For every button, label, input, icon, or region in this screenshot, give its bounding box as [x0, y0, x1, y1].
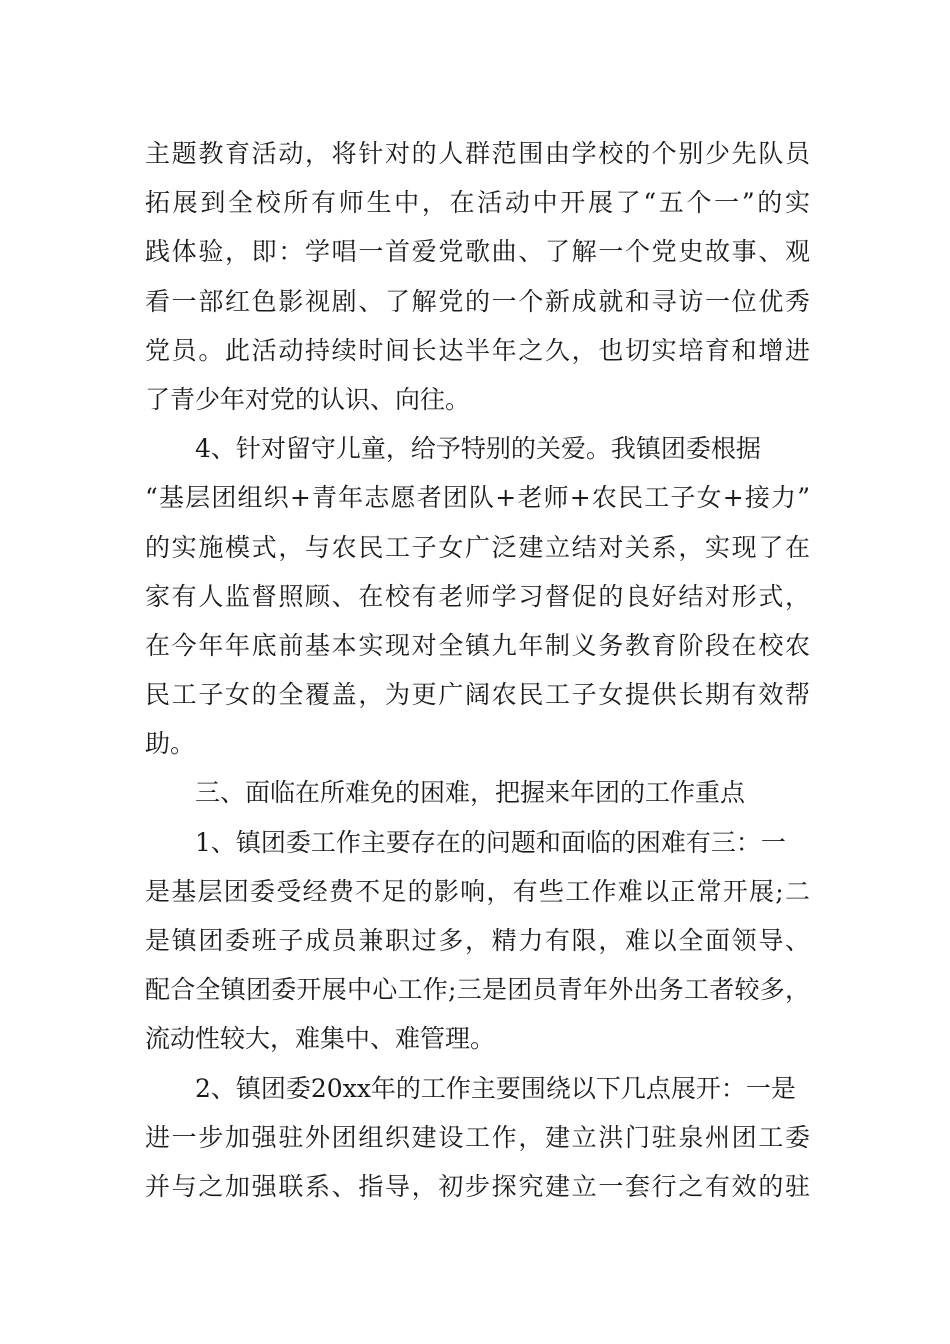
text-line: 了青少年对党的认识、向往。 — [145, 384, 471, 414]
text-line: 党员。此活动持续时间长达半年之久，也切实培育和增进 — [145, 335, 810, 365]
text-line: 2、镇团委20xx年的工作主要围绕以下几点展开：一是 — [195, 1073, 796, 1103]
text-line: 并与之加强联系、指导，初步探究建立一套行之有效的驻 — [145, 1171, 810, 1201]
text-line: 是基层团委受经费不足的影响，有些工作难以正常开展;二 — [145, 876, 810, 906]
text-line: 民工子女的全覆盖，为更广阔农民工子女提供长期有效帮 — [145, 680, 810, 710]
text-line: 的实施模式，与农民工子女广泛建立结对关系，实现了在 — [145, 532, 810, 562]
text-line: “基层团组织+青年志愿者团队+老师+农民工子女+接力” — [145, 483, 810, 513]
text-line: 流动性较大，难集中、难管理。 — [145, 1024, 496, 1054]
text-line: 是镇团委班子成员兼职过多，精力有限，难以全面领导、 — [145, 926, 810, 955]
text-line: 1、镇团委工作主要存在的问题和面临的困难有三：一 — [195, 827, 786, 857]
text-line: 家有人监督照顾、在校有老师学习督促的良好结对形式， — [145, 581, 810, 611]
section-heading: 三、面临在所难免的困难，把握来年团的工作重点 — [195, 778, 746, 808]
text-line: 在今年年底前基本实现对全镇九年制义务教育阶段在校农 — [145, 630, 810, 660]
text-line: 拓展到全校所有师生中，在活动中开展了“五个一”的实 — [145, 188, 810, 218]
text-line: 进一步加强驻外团组织建设工作，建立洪门驻泉州团工委 — [145, 1122, 810, 1152]
text-line: 4、针对留守儿童，给予特别的关爱。我镇团委根据 — [195, 434, 761, 464]
text-line: 助。 — [145, 729, 196, 759]
document-body — [145, 129, 810, 1211]
text-line: 主题教育活动，将针对的人群范围由学校的个别少先队员 — [145, 139, 810, 168]
text-line: 看一部红色影视剧、了解党的一个新成就和寻访一位优秀 — [145, 286, 810, 316]
text-line: 践体验，即：学唱一首爱党歌曲、了解一个党史故事、观 — [145, 237, 810, 267]
text-line: 配合全镇团委开展中心工作;三是团员青年外出务工者较多， — [145, 975, 810, 1005]
